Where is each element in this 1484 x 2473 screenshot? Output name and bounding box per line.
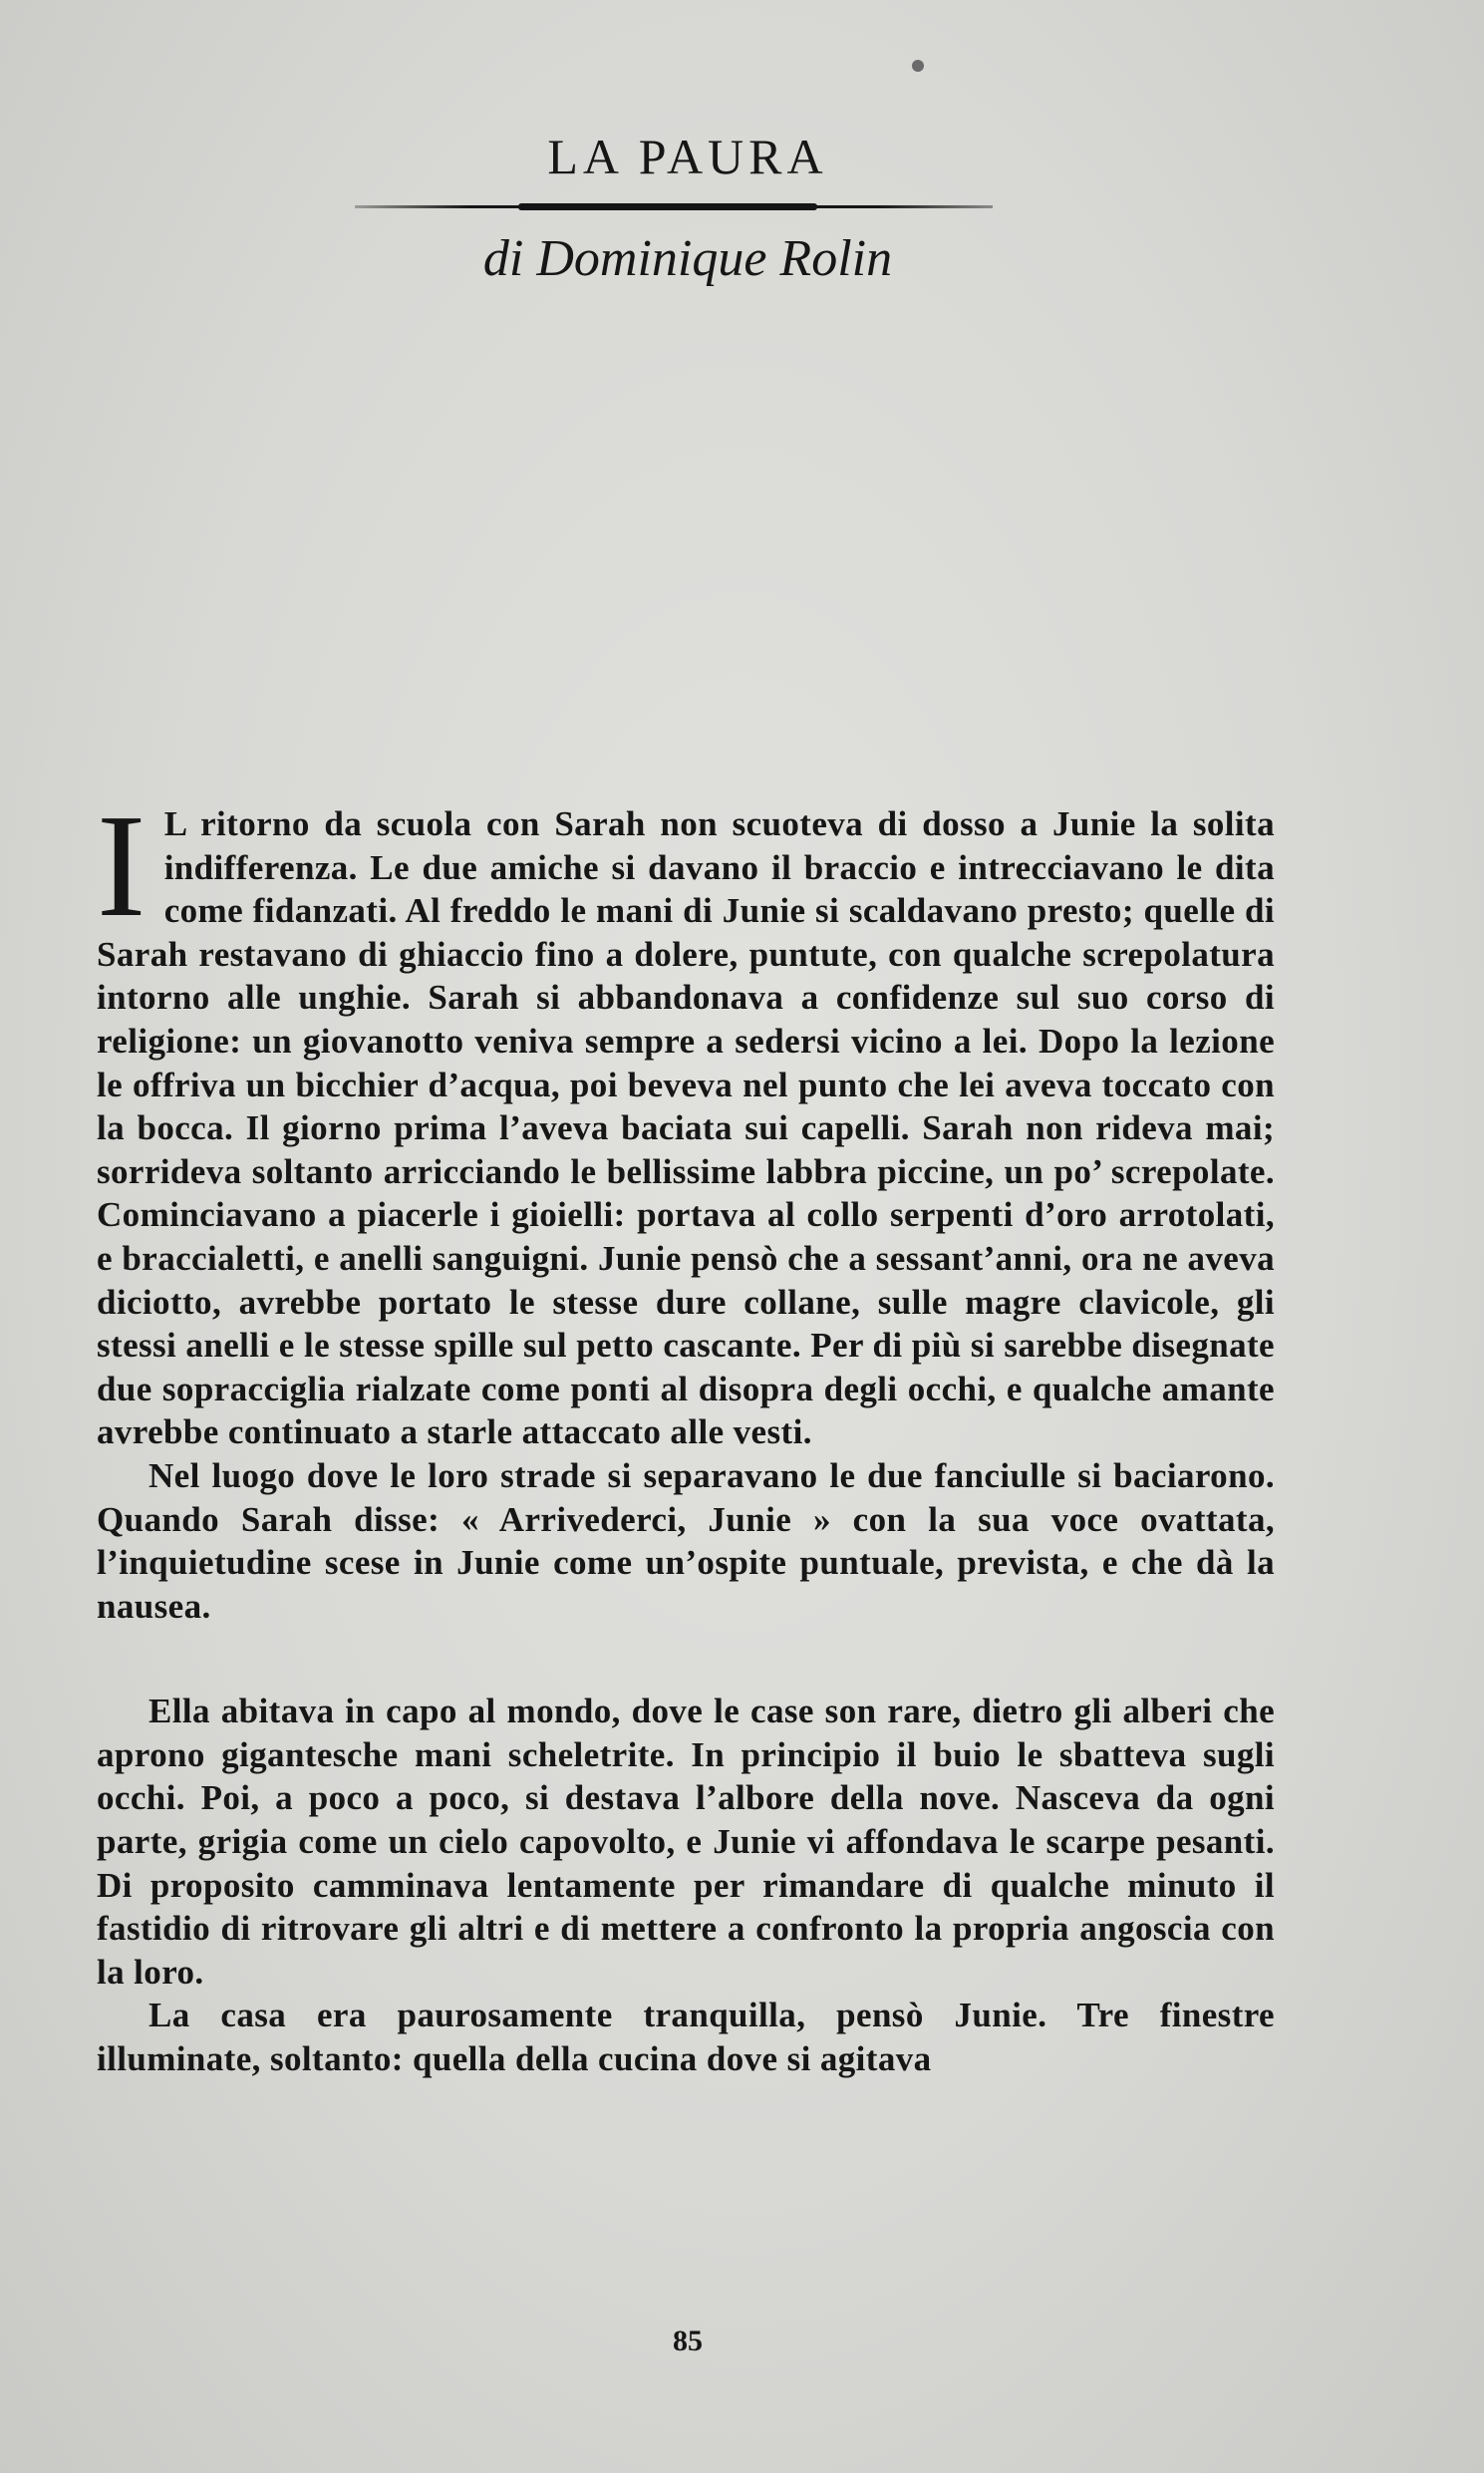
story-body <box>97 784 1275 2081</box>
drop-cap: I <box>97 784 147 948</box>
paragraph-3: Ella abitava in capo al mondo, dove le case son rare, dietro gli alberi che aprono gigantesche mani scheletrite. In principio il buio le sbatteva sugli occhi. Poi, a poco a poco, si destava l’albore della nove. Nasceva da ogni parte, grigia come un cielo capovolto, e Junie vi affondava le scarpe pesanti. Di proposito camminava lentamente per rimandare di qualche minuto il fastidio di ritrovare gli altri e di mettere a confronto la propria angoscia con la loro. <box>97 1692 1275 1992</box>
story-title: LA PAURA <box>547 129 828 184</box>
author-byline: di Dominique Rolin <box>482 230 893 287</box>
print-speck <box>912 60 924 72</box>
paragraph-2: Nel luogo dove le loro strade si separavano le due fanciulle si baciarono. Quando Sarah disse: « Arrivederci, Junie » con la sua voce ovattata, l’inquietudine scese in Junie come un’ospite puntuale, prevista, e che dà la nausea. <box>97 1455 1275 1626</box>
paragraph-4: La casa era paurosamente tranquilla, pensò Junie. Tre finestre illuminate, soltanto: quella della cucina dove si agitava <box>97 1996 1275 2079</box>
page-number: 85 <box>673 2324 703 2357</box>
paragraph-1 <box>97 784 1275 1454</box>
title-rule-accent <box>518 203 817 210</box>
section-break <box>97 1628 1275 1690</box>
paragraph-1-text: L ritorno da scuola con Sarah non scuoteva di dosso a Junie la solita indifferenza. Le due amiche si davano il braccio e intrecciavano le dita come fidanzati. Al freddo le mani di Junie si scaldavano presto; quelle di Sarah restavano di ghiaccio fino a dolere, puntute, con qualche screpolatura intorno alle unghie. Sarah si abbandonava a confidenze sul suo corso di religione: un giovanotto veniva sempre a sedersi vicino a lei. Dopo la lezione le offriva un bicchier d’acqua, poi beveva nel punto che lei aveva toccato con la bocca. Il giorno prima l’aveva baciata sui capelli. Sarah non rideva mai; sorrideva soltanto arricciando le bellissime labbra piccine, un po’ screpolate. Cominciavano a piacerle i gioielli: portava al collo serpenti d’oro arrotolati, e braccialetti, e anelli sanguigni. Junie pensò che a sessant’anni, ora ne aveva diciotto, avrebbe portato le stesse dure collane, sulle magre clavicole, gli stessi anelli e le stesse spille sul petto cascante. Per di più si sarebbe disegnate due sopracciglia rialzate come ponti al disopra degli occhi, e qualche amante avrebbe continuato a starle attaccato alle vesti. <box>97 804 1275 1452</box>
